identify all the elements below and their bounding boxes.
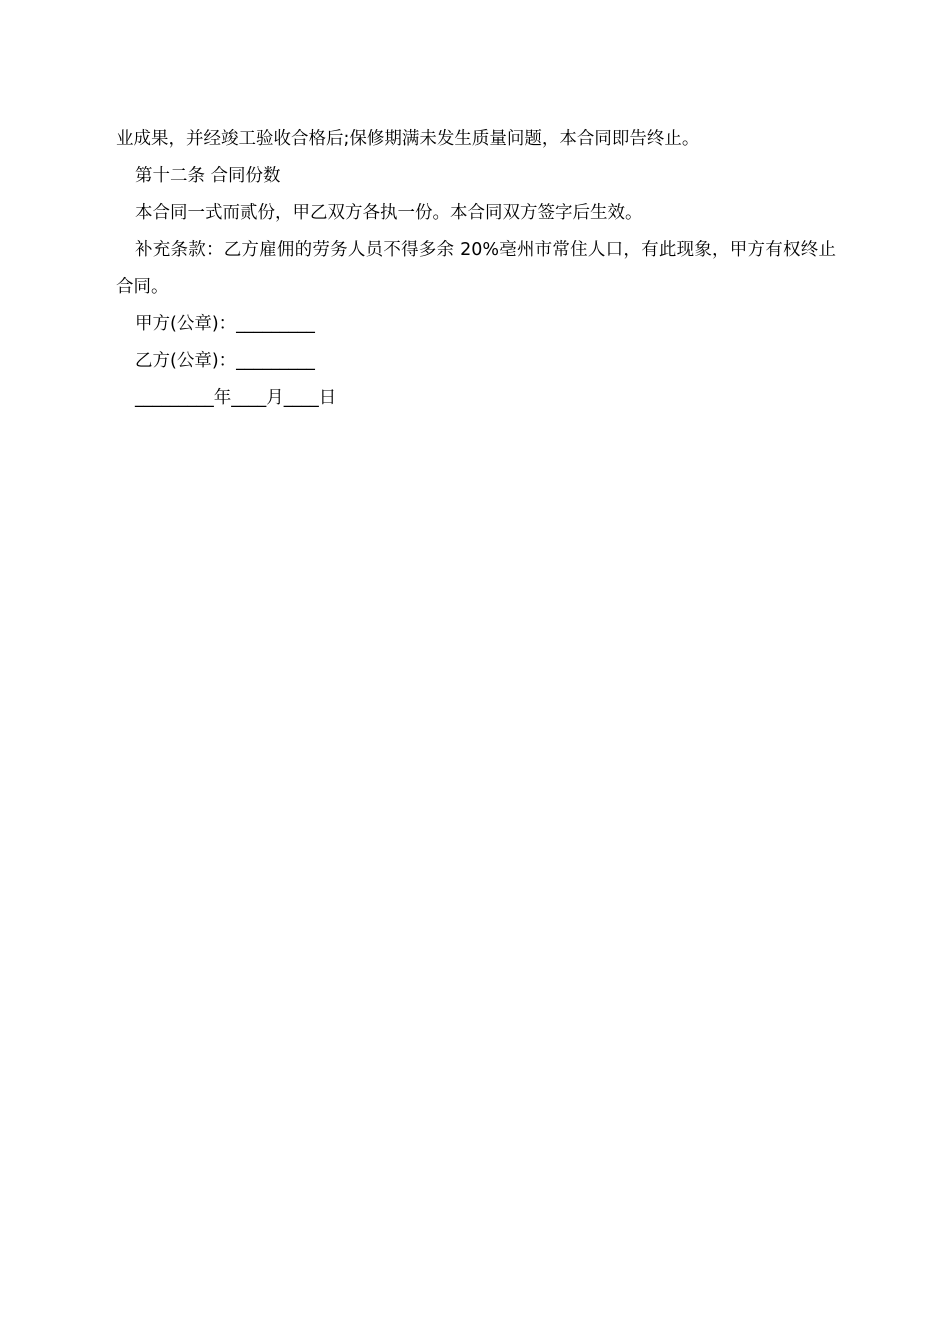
- paragraph-supplementary-terms: 补充条款：乙方雇佣的劳务人员不得多余 20%亳州市常住人口，有此现象，甲方有权终止合同。: [116, 240, 836, 297]
- party-a-seal-line: 甲方(公章)：_________: [135, 314, 315, 334]
- article-12-heading: 第十二条 合同份数: [135, 166, 281, 186]
- date-line: _________年____月____日: [135, 388, 337, 408]
- paragraph-completion-clause: 业成果，并经竣工验收合格后;保修期满未发生质量问题，本合同即告终止。: [116, 129, 700, 149]
- party-b-seal-line: 乙方(公章)：_________: [135, 351, 315, 371]
- paragraph-copies: 本合同一式而贰份，甲乙双方各执一份。本合同双方签字后生效。: [135, 203, 643, 223]
- document-body: [116, 121, 836, 417]
